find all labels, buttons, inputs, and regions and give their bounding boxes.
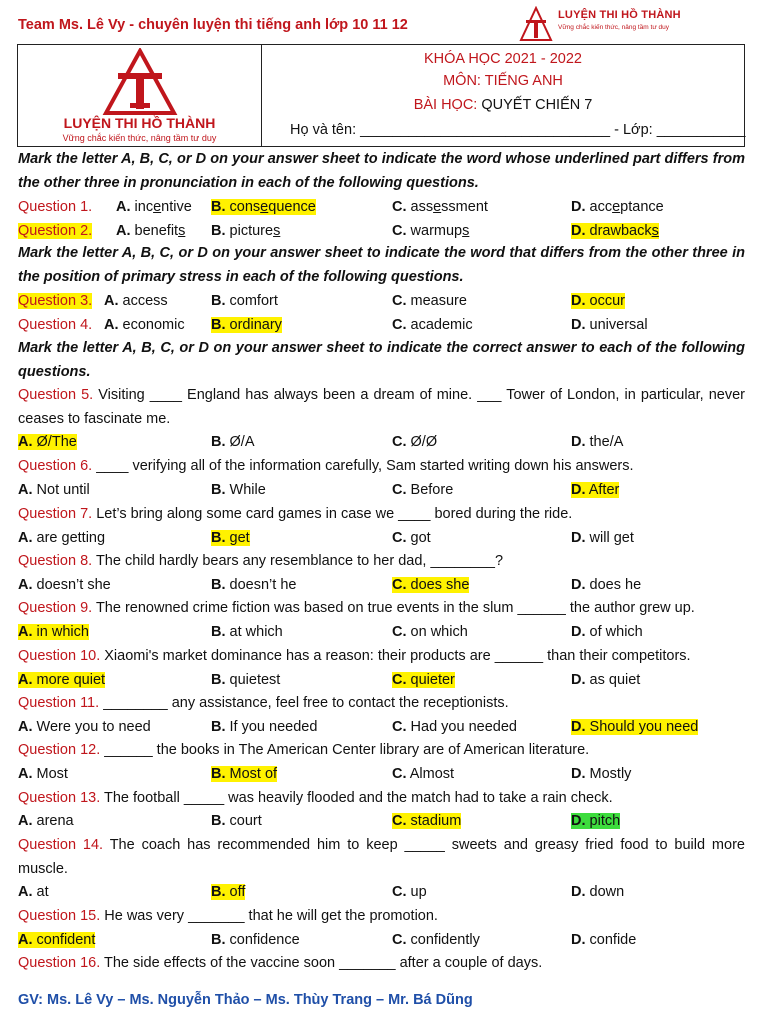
option-text: got [410,530,431,546]
option-letter: C. [392,530,407,546]
question-stem [18,739,745,763]
option-text: more quiet [36,672,106,688]
option-letter: D. [571,199,586,215]
option-a[interactable] [18,929,95,951]
question-label: Question 6. [18,458,93,474]
underlined-part: s [178,223,186,239]
option-letter: A. [18,530,33,546]
question-stem [18,905,745,929]
logo-cell [18,45,262,146]
option-text: Before [410,482,454,498]
options-row [18,574,745,596]
option-letter: B. [211,482,226,498]
option-a[interactable] [104,290,168,312]
option-b[interactable] [211,314,282,336]
option-letter: C. [392,672,407,688]
question-stem [18,384,745,431]
option-text: If you needed [229,719,318,735]
option-c[interactable] [392,763,454,785]
option-letter: A. [116,223,131,239]
option-text: occur [589,293,625,309]
option-d[interactable] [571,574,641,596]
option-b[interactable] [211,881,245,903]
course-info [262,45,744,146]
option-letter: A. [18,624,33,640]
question-label: Question 14. [18,837,104,853]
option-c[interactable] [392,669,455,691]
option-text: ass [406,199,434,215]
option-letter: D. [571,293,586,309]
question-label: Question 4. [18,317,93,333]
option-text: doesn’t he [229,577,297,593]
question-stem [18,550,745,574]
student-name-line: Họ và tên: _______________________________ - Lớp: ___________ [290,122,746,138]
option-c[interactable] [392,621,468,643]
option-b[interactable] [211,479,266,501]
option-a[interactable] [18,431,77,453]
option-letter: B. [211,813,226,829]
option-letter: C. [392,223,407,239]
option-text: at [36,884,49,900]
option-letter: B. [211,317,226,333]
option-d[interactable] [571,929,636,951]
option-a[interactable] [18,527,105,549]
question-text: The renowned crime fiction was based on true events in the slum ______ the author grew up. [95,600,695,616]
option-text: acc [585,199,613,215]
option-text: Not until [36,482,90,498]
option-text: on which [410,624,468,640]
question-text: The football _____ was heavily flooded and the match had to take a rain check. [104,790,613,806]
options-row [18,929,745,951]
option-b[interactable] [211,810,262,832]
question-stem [18,692,745,716]
option-letter: D. [571,317,586,333]
option-text: Should you need [589,719,699,735]
question-text: The child hardly bears any resemblance to her dad, ________? [95,553,504,569]
option-d[interactable] [571,621,643,643]
question-label: Question 1. [18,199,93,215]
question-stem [18,787,745,811]
option-text: ptance [620,199,664,215]
option-letter: B. [211,624,226,640]
option-letter: C. [392,577,407,593]
option-b[interactable] [211,196,316,218]
option-c[interactable] [392,574,469,596]
question-stem [18,455,745,479]
option-text: Ø/Ø [410,434,438,450]
option-c[interactable] [392,716,517,738]
option-text: confide [589,932,637,948]
option-letter: D. [571,434,586,450]
option-letter: C. [392,199,407,215]
question-label: Question 5. [18,387,94,403]
header-box [17,44,745,147]
option-text: does she [410,577,470,593]
option-letter: C. [392,317,407,333]
option-text: quence [268,199,316,215]
option-letter: A. [18,482,33,498]
option-d[interactable] [571,220,659,242]
brand-slogan-small: Vững chắc kiến thức, nâng tầm tư duy [558,24,669,31]
question-label: Question 3. [18,293,93,309]
question-stem [18,952,745,976]
option-text: Were you to need [36,719,151,735]
option-letter: B. [211,434,226,450]
option-text: at which [229,624,283,640]
option-text: confident [36,932,96,948]
option-text: Most of [229,766,278,782]
option-b[interactable] [211,763,277,785]
question-label: Question 7. [18,506,93,522]
option-text: ordinary [229,317,282,333]
underlined-part: s [651,223,659,239]
option-d[interactable] [571,810,620,832]
options-row [18,716,745,738]
question-label: Question 11. [18,695,100,711]
option-text: off [229,884,246,900]
option-text: drawback [585,223,652,239]
option-a[interactable] [116,196,192,218]
option-letter: C. [392,766,407,782]
option-text: Mostly [589,766,632,782]
lesson-line [262,97,744,113]
option-b[interactable] [211,574,296,596]
options-row [18,881,745,903]
question-label: Question 12. [18,742,101,758]
option-letter: B. [211,766,226,782]
option-b[interactable] [211,527,250,549]
option-letter: B. [211,223,226,239]
options-row [18,527,745,549]
option-a[interactable] [18,716,151,738]
option-letter: A. [18,719,33,735]
option-text: doesn’t she [36,577,111,593]
teachers-footer: GV: Ms. Lê Vy – Ms. Nguyễn Thảo – Ms. Thùy Trang – Mr. Bá Dũng [18,992,473,1008]
question-label: Question 2. [18,223,93,239]
option-letter: B. [211,884,226,900]
option-d[interactable] [571,716,698,738]
options-row [18,810,745,832]
option-letter: C. [392,482,407,498]
option-letter: C. [392,719,407,735]
question-label: Question 10. [18,648,101,664]
underlined-part: e [260,199,269,215]
instruction-stress: Mark the letter A, B, C, or D on your answer sheet to indicate the word that differs from the other three in the position of primary stress in each of the following questions. [18,245,745,285]
option-a[interactable] [18,669,105,691]
option-text: cons [225,199,261,215]
option-b[interactable] [211,290,278,312]
question-text: The side effects of the vaccine soon _______ after a couple of days. [104,955,543,971]
option-text: access [122,293,168,309]
instruction-correct-answer: Mark the letter A, B, C, or D on your answer sheet to indicate the correct answer to each of the following questions. [18,340,745,380]
question-text: He was very _______ that he will get the promotion. [104,908,438,924]
option-letter: A. [104,317,119,333]
option-letter: D. [571,223,586,239]
option-text: confidently [410,932,480,948]
underlined-part: s [462,223,470,239]
option-letter: C. [392,932,407,948]
logo-emblem-icon [518,6,554,42]
option-c[interactable] [392,314,473,336]
option-text: Almost [409,766,455,782]
option-d[interactable] [571,290,625,312]
option-text: universal [589,317,648,333]
option-letter: A. [116,199,131,215]
option-letter: A. [18,884,33,900]
option-text: as quiet [589,672,641,688]
option-text: ntive [161,199,192,215]
question-label: Question 9. [18,600,93,616]
option-text: of which [589,624,643,640]
option-c[interactable] [392,929,480,951]
option-letter: B. [211,199,226,215]
option-text: court [229,813,262,829]
option-text: Ø/The [36,434,77,450]
option-text: the/A [589,434,624,450]
option-c[interactable] [392,196,488,218]
question-text: ____ verifying all of the information carefully, Sam started writing down his answers. [96,458,634,474]
option-b[interactable] [211,929,300,951]
option-c[interactable] [392,881,427,903]
options-row [18,479,745,501]
question-label: Question 8. [18,553,93,569]
option-letter: D. [571,884,586,900]
top-bar [18,9,750,44]
option-letter: D. [571,766,586,782]
question-row [18,220,745,242]
option-letter: B. [211,530,226,546]
option-text: quietest [229,672,281,688]
option-letter: D. [571,672,586,688]
underlined-part: s [273,223,281,239]
option-text: will get [589,530,634,546]
question-stem [18,834,745,881]
question-label: Question 15. [18,908,101,924]
brand-slogan: Vững chắc kiến thức, nâng tầm tư duy [62,133,217,143]
option-text: does he [589,577,642,593]
brand-logo-small [518,6,708,40]
option-letter: C. [392,884,407,900]
option-text: academic [410,317,473,333]
brand-name-small: LUYỆN THI HỒ THÀNH [558,9,681,21]
question-text: ________ any assistance, feel free to contact the receptionists. [103,695,509,711]
option-c[interactable] [392,290,467,312]
option-text: After [588,482,620,498]
option-text: down [589,884,625,900]
option-d[interactable] [571,763,631,785]
option-a[interactable] [18,479,90,501]
option-d[interactable] [571,196,664,218]
option-d[interactable] [571,314,648,336]
option-letter: D. [571,932,586,948]
option-letter: A. [18,932,33,948]
option-d[interactable] [571,479,619,501]
lesson-label: BÀI HỌC: [413,97,478,113]
option-letter: C. [392,434,407,450]
question-stem [18,645,745,669]
option-c[interactable] [392,479,453,501]
option-letter: B. [211,293,226,309]
option-text: are getting [36,530,106,546]
option-d[interactable] [571,669,640,691]
option-d[interactable] [571,881,624,903]
option-a[interactable] [18,621,89,643]
option-a[interactable] [104,314,185,336]
option-text: up [410,884,427,900]
team-title: Team Ms. Lê Vy - chuyên luyện thi tiếng anh lớp 10 11 12 [18,17,408,33]
underlined-part: e [153,199,162,215]
option-letter: A. [18,766,33,782]
subject-line [262,73,744,89]
option-text: get [229,530,250,546]
question-label: Question 16. [18,955,101,971]
lesson-value: QUYẾT CHIẾN 7 [481,97,593,113]
option-a[interactable] [18,574,111,596]
question-text: Visiting ____ England has always been a dream of mine. ___ Tower of London, in particular, never ceases to fascinate me. [18,387,745,427]
option-letter: C. [392,624,407,640]
instruction-pronunciation: Mark the letter A, B, C, or D on your answer sheet to indicate the word whose underlined part differs from the other three in pronunciation in each of the following questions. [18,151,745,191]
option-c[interactable] [392,810,461,832]
option-letter: A. [18,434,33,450]
option-letter: C. [392,813,407,829]
option-d[interactable] [571,527,634,549]
option-b[interactable] [211,220,280,242]
option-letter: A. [18,577,33,593]
question-stem [18,503,745,527]
question-text: The coach has recommended him to keep _____ sweets and greasy fried food to build more muscle. [18,837,745,877]
option-text: ssment [441,199,488,215]
option-c[interactable] [392,527,431,549]
option-letter: D. [571,813,586,829]
question-row [18,196,745,218]
underlined-part: e [433,199,442,215]
option-text: While [229,482,266,498]
question-text: Let’s bring along some card games in case we ____ bored during the ride. [96,506,573,522]
option-text: economic [122,317,185,333]
option-b[interactable] [211,669,280,691]
option-letter: A. [18,672,33,688]
option-letter: D. [571,624,586,640]
option-a[interactable] [18,881,49,903]
option-a[interactable] [116,220,185,242]
subject-label: MÔN: [443,73,481,89]
option-text: warmup [406,223,463,239]
question-text: ______ the books in The American Center library are of American literature. [104,742,590,758]
options-row [18,669,745,691]
option-letter: B. [211,932,226,948]
option-letter: C. [392,293,407,309]
option-b[interactable] [211,431,255,453]
option-letter: D. [571,719,586,735]
option-a[interactable] [18,810,74,832]
question-label: Question 13. [18,790,101,806]
option-c[interactable] [392,431,437,453]
option-text: picture [225,223,274,239]
option-d[interactable] [571,431,623,453]
option-b[interactable] [211,716,317,738]
option-text: Had you needed [410,719,517,735]
subject-value: TIẾNG ANH [484,73,563,89]
option-text: arena [36,813,74,829]
option-b[interactable] [211,621,283,643]
option-text: confidence [229,932,300,948]
option-text: Ø/A [229,434,255,450]
option-letter: D. [571,482,586,498]
option-letter: A. [104,293,119,309]
options-row [18,763,745,785]
option-a[interactable] [18,763,68,785]
option-letter: D. [571,530,586,546]
option-text: in which [36,624,89,640]
brand-name: LUYỆN THI HỒ THÀNH [63,115,216,131]
option-letter: B. [211,577,226,593]
option-text: quieter [410,672,455,688]
options-row [18,431,745,453]
option-text: Most [36,766,68,782]
option-c[interactable] [392,220,469,242]
option-letter: D. [571,577,586,593]
option-text: comfort [229,293,278,309]
question-row [18,314,745,336]
option-text: benefit [130,223,179,239]
option-text: stadium [410,813,462,829]
option-letter: B. [211,672,226,688]
underlined-part: e [612,199,621,215]
options-row [18,621,745,643]
option-text: measure [410,293,467,309]
option-letter: A. [18,813,33,829]
option-text: pitch [589,813,621,829]
question-text: Xiaomi's market dominance has a reason: their products are ______ than their competitors. [104,648,691,664]
logo-emblem-icon [100,48,180,116]
option-letter: B. [211,719,226,735]
question-stem [18,597,745,621]
question-row [18,290,745,312]
course-year: KHÓA HỌC 2021 - 2022 [424,51,582,67]
option-text: inc [130,199,154,215]
